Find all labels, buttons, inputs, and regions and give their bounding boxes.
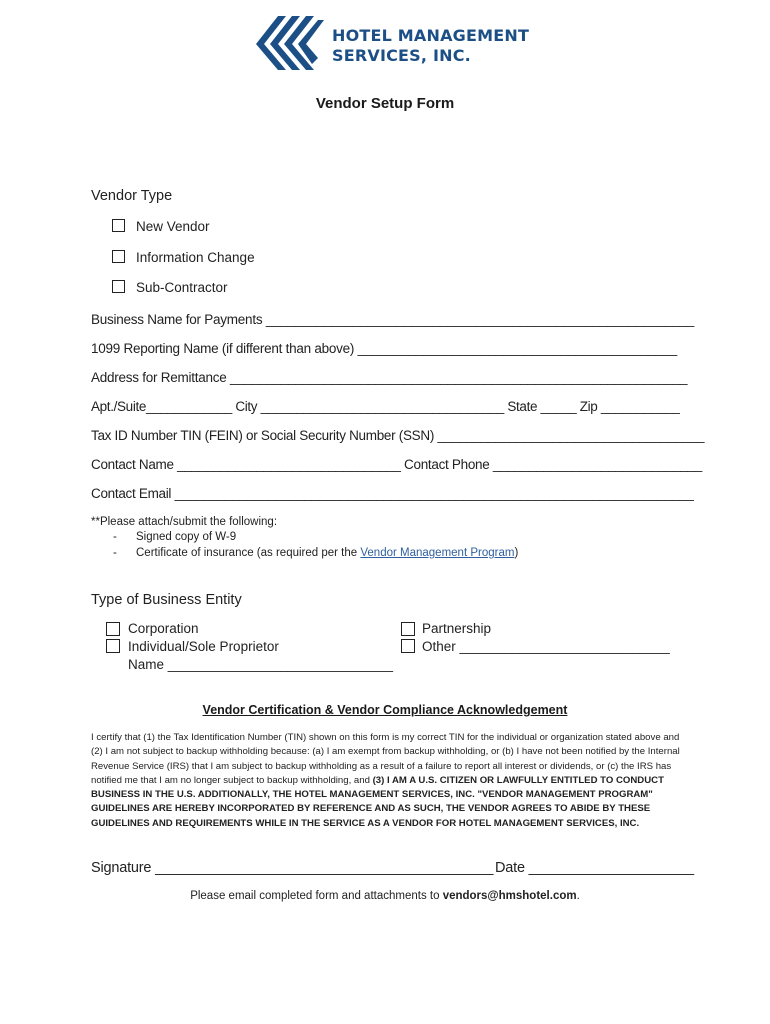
address-field[interactable]: Address for Remittance _______________________________________________________________ <box>91 370 688 385</box>
contact-email-field[interactable]: Contact Email ________________________________________________________________________ <box>91 486 694 501</box>
new-vendor-checkbox[interactable] <box>112 219 125 232</box>
information-change-checkbox[interactable] <box>112 250 125 263</box>
vendor-management-program-link[interactable]: Vendor Management Program <box>360 547 515 559</box>
company-name-line1: HOTEL MANAGEMENT <box>332 26 530 45</box>
footer-period: . <box>576 890 580 902</box>
other-checkbox[interactable] <box>401 639 415 653</box>
bullet-dash: - <box>113 547 117 559</box>
proprietor-name-field[interactable]: Name ______________________________ <box>128 657 394 672</box>
business-entity-label: Type of Business Entity <box>91 592 242 608</box>
attachment-w9: Signed copy of W-9 <box>136 531 237 543</box>
company-name <box>332 26 529 66</box>
individual-sole-proprietor-label: Individual/Sole Proprietor <box>128 639 279 654</box>
partnership-label: Partnership <box>422 621 492 636</box>
company-name-line2: SERVICES, INC. <box>332 46 471 65</box>
acknowledgement-bold-text: (3) I AM A U.S. CITIZEN OR LAWFULLY ENTITLED TO CONDUCT BUSINESS IN THE U.S. ADDITIONALLY, THE HOTEL MANAGEMENT SERVICES, INC. "VENDOR MANAGEMENT PROGRAM" GUIDELINES ARE HEREBY INCORPORATED BY REFERENCE AND AS SUCH, THE VENDOR AGREES TO ABIDE BY THESE GUIDELINES AND REQUIREMENTS WHILE IN THE SERVICE AS A VENDOR FOR HOTEL MANAGEMENT SERVICES, INC. <box>91 774 664 829</box>
date-field[interactable]: Date _____________________ <box>495 860 694 876</box>
attachments-intro: **Please attach/submit the following: <box>91 516 278 528</box>
tax-id-field[interactable]: Tax ID Number TIN (FEIN) or Social Security Number (SSN) _____________________________________ <box>91 428 705 443</box>
contact-name-phone-field[interactable]: Contact Name _______________________________ Contact Phone _____________________________ <box>91 457 702 472</box>
information-change-label: Information Change <box>136 250 255 265</box>
attachment-insurance <box>136 547 518 559</box>
business-name-field[interactable]: Business Name for Payments ___________________________________________________________ <box>91 312 695 327</box>
new-vendor-label: New Vendor <box>136 219 210 234</box>
vendor-type-label: Vendor Type <box>91 188 173 204</box>
attachment-insurance-text: Certificate of insurance (as required per the <box>136 547 361 559</box>
sub-contractor-checkbox[interactable] <box>112 280 125 293</box>
acknowledgement-title: Vendor Certification & Vendor Compliance Acknowledgement <box>202 703 568 717</box>
company-logo <box>256 14 530 72</box>
sub-contractor-label: Sub-Contractor <box>136 280 228 295</box>
logo-mark-icon <box>256 14 326 72</box>
acknowledgement-body <box>91 731 681 831</box>
partnership-checkbox[interactable] <box>401 622 415 636</box>
reporting-name-field[interactable]: 1099 Reporting Name (if different than above) ____________________________________________ <box>91 341 678 356</box>
form-title: Vendor Setup Form <box>315 95 455 112</box>
corporation-checkbox[interactable] <box>106 622 120 636</box>
attachment-insurance-suffix: ) <box>514 547 519 559</box>
apt-city-state-zip-field[interactable]: Apt./Suite____________ City __________________________________ State _____ Zip ___________ <box>91 399 680 414</box>
footer-email-link[interactable]: vendors@hmshotel.com <box>442 890 577 902</box>
other-entity-field[interactable]: Other ____________________________ <box>422 639 670 654</box>
footer-instruction <box>0 890 770 902</box>
individual-sole-proprietor-checkbox[interactable] <box>106 639 120 653</box>
acknowledgement-text: I certify that (1) the Tax Identification Number (TIN) shown on this form is my correct TIN for the individual or organization stated above and (2) I am not subject to backup withholding because: (a) I am exempt from backup withholding, or (b) I have not been notified by the Internal Revenue Service (IRS) that I am subject to backup withholding as a result of a failure to report all interest or dividends, or (c) the IRS has notified me that I am no longer subject to backup withholding, and <box>91 732 680 786</box>
signature-field[interactable]: Signature ___________________________________________ <box>91 860 494 876</box>
bullet-dash: - <box>113 531 117 543</box>
corporation-label: Corporation <box>128 621 199 636</box>
footer-text: Please email completed form and attachments to <box>190 890 443 902</box>
